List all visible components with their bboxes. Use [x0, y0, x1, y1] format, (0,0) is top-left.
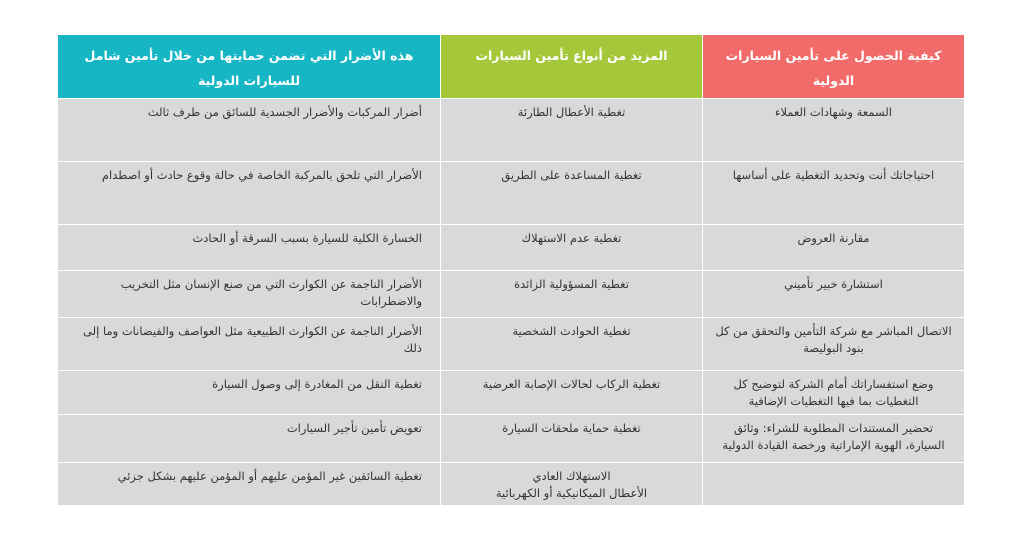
table-row [58, 99, 965, 162]
cell-how-to-get: الاتصال المباشر مع شركة التأمين والتحقق من كل بنود البوليصة [703, 318, 965, 371]
table-row [58, 225, 965, 271]
cell-how-to-get: تحضير المستندات المطلوبة للشراء: وثائق السيارة، الهوية الإماراتية ورخصة القيادة الدولية [703, 415, 965, 463]
cell-how-to-get: مقارنة العروض [703, 225, 965, 271]
cell-how-to-get: وضع استفساراتك أمام الشركة لتوضيح كل التغطيات بما فيها التغطيات الإضافية [703, 371, 965, 415]
cell-covered-damages: تعويض تأمين تأجير السيارات [58, 415, 441, 463]
header-how-to-get: كيفية الحصول على تأمين السيارات الدولية [703, 35, 965, 99]
insurance-comparison-table [57, 34, 965, 506]
table-row [58, 463, 965, 506]
header-covered-damages: هذه الأضرار التي تضمن حمايتها من خلال تأمين شامل للسيارات الدولية [58, 35, 441, 99]
cell-covered-damages: الأضرار الناجمة عن الكوارث الطبيعية مثل العواصف والفيضانات وما إلى ذلك [58, 318, 441, 371]
table-row [58, 271, 965, 318]
cell-more-types: تغطية عدم الاستهلاك [441, 225, 703, 271]
cell-covered-damages: تغطية النقل من المغادرة إلى وصول السيارة [58, 371, 441, 415]
cell-more-types: الاستهلاك العادي الأعطال الميكانيكية أو الكهربائية [441, 463, 703, 506]
cell-more-types: تغطية الركاب لحالات الإصابة العرضية [441, 371, 703, 415]
cell-covered-damages: أضرار المركبات والأضرار الجسدية للسائق من طرف ثالث [58, 99, 441, 162]
cell-more-types: تغطية الحوادث الشخصية [441, 318, 703, 371]
cell-more-types: تغطية المساعدة على الطريق [441, 162, 703, 225]
table-row [58, 371, 965, 415]
header-row [58, 35, 965, 99]
cell-how-to-get: السمعة وشهادات العملاء [703, 99, 965, 162]
cell-covered-damages: الخسارة الكلية للسيارة بسبب السرقة أو الحادث [58, 225, 441, 271]
cell-how-to-get [703, 463, 965, 506]
cell-covered-damages: تغطية السائقين غير المؤمن عليهم أو المؤمن عليهم بشكل جزئي [58, 463, 441, 506]
cell-how-to-get: احتياجاتك أنت وتحديد التغطية على أساسها [703, 162, 965, 225]
cell-more-types: تغطية الأعطال الطارئة [441, 99, 703, 162]
table-row [58, 318, 965, 371]
cell-covered-damages: الأضرار الناجمة عن الكوارث التي من صنع الإنسان مثل التخريب والاضطرابات [58, 271, 441, 318]
header-more-types: المزيد من أنواع تأمين السيارات [441, 35, 703, 99]
table-row [58, 162, 965, 225]
cell-covered-damages: الأضرار التي تلحق بالمركبة الخاصة في حالة وقوع حادث أو اصطدام [58, 162, 441, 225]
cell-more-types: تغطية حماية ملحقات السيارة [441, 415, 703, 463]
table-row [58, 415, 965, 463]
cell-how-to-get: استشارة خبير تأميني [703, 271, 965, 318]
cell-more-types: تغطية المسؤولية الزائدة [441, 271, 703, 318]
